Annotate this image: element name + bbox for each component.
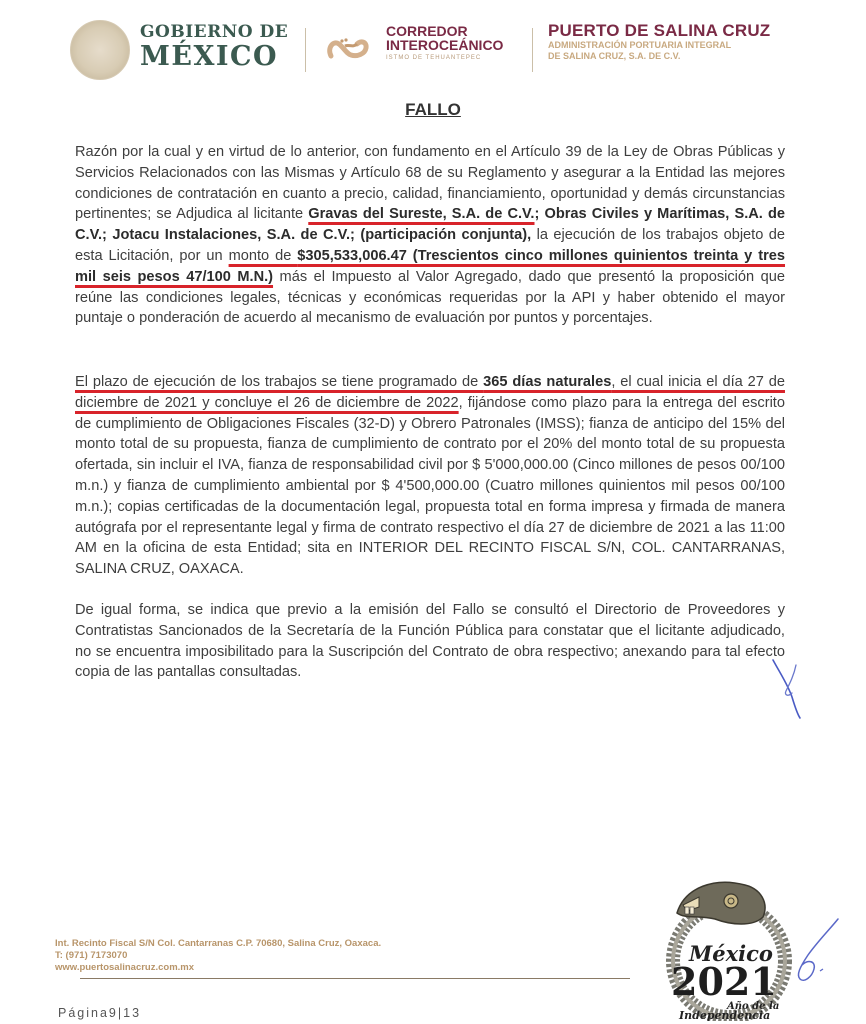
emblem-line2: 2021 xyxy=(671,959,777,1004)
corredor-line1: CORREDOR xyxy=(386,23,468,39)
footer-phone: T: (971) 7173070 xyxy=(55,950,128,961)
p1-amount: $305,533,006.47 (Trescientos cinco millones quinientos treinta y tres mil seis pesos 47/100 M.N.) xyxy=(75,247,786,285)
p1-bidder-gravas: Gravas del Sureste, S.A. de C.V. xyxy=(308,206,535,223)
page-number: Página9|13 xyxy=(58,1006,142,1020)
footer-website: www.puertosalinacruz.com.mx xyxy=(55,962,195,973)
document-title: FALLO xyxy=(405,100,461,119)
puerto-subtitle-2: DE SALINA CRUZ, S.A. DE C.V. xyxy=(548,51,681,61)
puerto-subtitle-1: ADMINISTRACIÓN PORTUARIA INTEGRAL xyxy=(548,40,732,50)
corredor-infinity-logo-icon xyxy=(325,34,373,64)
emblem-line3: Año de la xyxy=(727,1001,780,1012)
puerto-salina-cruz-logo xyxy=(548,22,770,61)
signature-initial-icon xyxy=(770,655,810,720)
emblem-line4: Independencia xyxy=(679,1009,771,1021)
p1-text1: Razón por la cual y en virtud de lo anterior, con fundamento en el Artículo 39 de la Ley de Obras Públicas y Servicios Relacionados con las Mismas y Artículo 68 de su Reglamento y asegurar a la Entidad las mejores condiciones de contratación en cuanto a precio, calidad, financiamiento, oportunidad y demás circunstancias pertinentes; se Adjudica al licitante xyxy=(75,144,785,223)
p1-text3: más el Impuesto al Valor Agregado, dado que presentó la proposición que reúne las condiciones legales, técnicas y económicas requeridas por la API y haber obtenido el mayor puntaje o ponderación de acuerdo al mecanismo de evaluación por puntos y porcentajes. xyxy=(75,268,785,327)
paragraph-adjudicacion xyxy=(75,142,785,329)
p1-monto-label: monto de xyxy=(228,247,298,264)
p2-dates: , el cual inicia el día 27 de diciembre de 2021 y concluye el 26 de diciembre de 2022 xyxy=(75,374,785,411)
p2-plazo-label: El plazo de ejecución de los trabajos se tiene programado de xyxy=(75,374,484,390)
signature-scribble-icon xyxy=(790,915,845,990)
puerto-title: PUERTO DE SALINA CRUZ xyxy=(548,21,771,40)
mexico-2021-emblem-icon xyxy=(665,873,795,1021)
header-divider xyxy=(532,28,533,72)
coat-of-arms-seal-icon xyxy=(70,20,130,80)
header-divider xyxy=(305,28,306,72)
paragraph-plazo xyxy=(75,372,785,580)
corredor-line2: INTEROCEÁNICO xyxy=(386,37,504,53)
gobierno-line1: GOBIERNO DE xyxy=(140,22,289,42)
footer-divider xyxy=(80,978,630,979)
gobierno-de-mexico-logo xyxy=(140,24,288,70)
corredor-interoceanico-logo xyxy=(386,24,503,61)
footer-contact xyxy=(55,938,381,974)
p1-bidders-others: ; Obras Civiles y Marítimas, S.A. de C.V.; Jotacu Instalaciones, S.A. de C.V.; (participación conjunta), xyxy=(75,206,786,244)
document-title-wrap xyxy=(0,100,866,120)
emblem-line1: México xyxy=(689,941,773,966)
corredor-line3: ISTMO DE TEHUANTEPEC xyxy=(386,55,482,61)
footer-address: Int. Recinto Fiscal S/N Col. Cantarranas C.P. 70680, Salina Cruz, Oaxaca. xyxy=(55,938,382,949)
p2-duration: 365 días naturales xyxy=(483,374,612,390)
letterhead xyxy=(70,18,800,78)
p2-text: , fijándose como plazo para la entrega del escrito de cumplimiento de Obligaciones Fiscales (32-D) y Obrero Patronales (IMSS); fianza de anticipo del 15% del monto total de su propuesta, fianza de cumplimiento de contrato por el 20% del monto total de su propuesta ofertada, sin incluir el IVA, fianza de responsabilidad civil por $ 5'000,000.00 (Cinco millones de pesos 00/100 m.n.) y fianza de cumplimiento ambiental por $ 4'500,000.00 (Cuatro millones quinientos mil pesos 00/100 m.n.); copias certificadas de la documentación legal, propuesta total en forma impresa y firmada de manera autógrafa por el representante legal y firma de contrato respectivo el día 27 de diciembre de 2021 a las 11:00 AM en la oficina de esta Entidad; sita en INTERIOR DEL RECINTO FISCAL S/N, COL. CANTARRANAS, SALINA CRUZ, OAXACA. xyxy=(75,394,785,578)
gobierno-line2: MÉXICO xyxy=(140,41,279,72)
p1-text2: la ejecución de los trabajos objeto de esta Licitación, por un xyxy=(75,227,786,264)
paragraph-directorio xyxy=(75,600,785,683)
p3-text: De igual forma, se indica que previo a la emisión del Fallo se consultó el Directorio de Proveedores y Contratistas Sancionados de la Secretaría de la Función Pública para constatar que el licitante adjudicado, no se encuentra imposibilitado para la Suscripción del Contrato de obra respectivo; anexando para tal efecto copia de las pantallas consultadas. xyxy=(75,602,785,681)
